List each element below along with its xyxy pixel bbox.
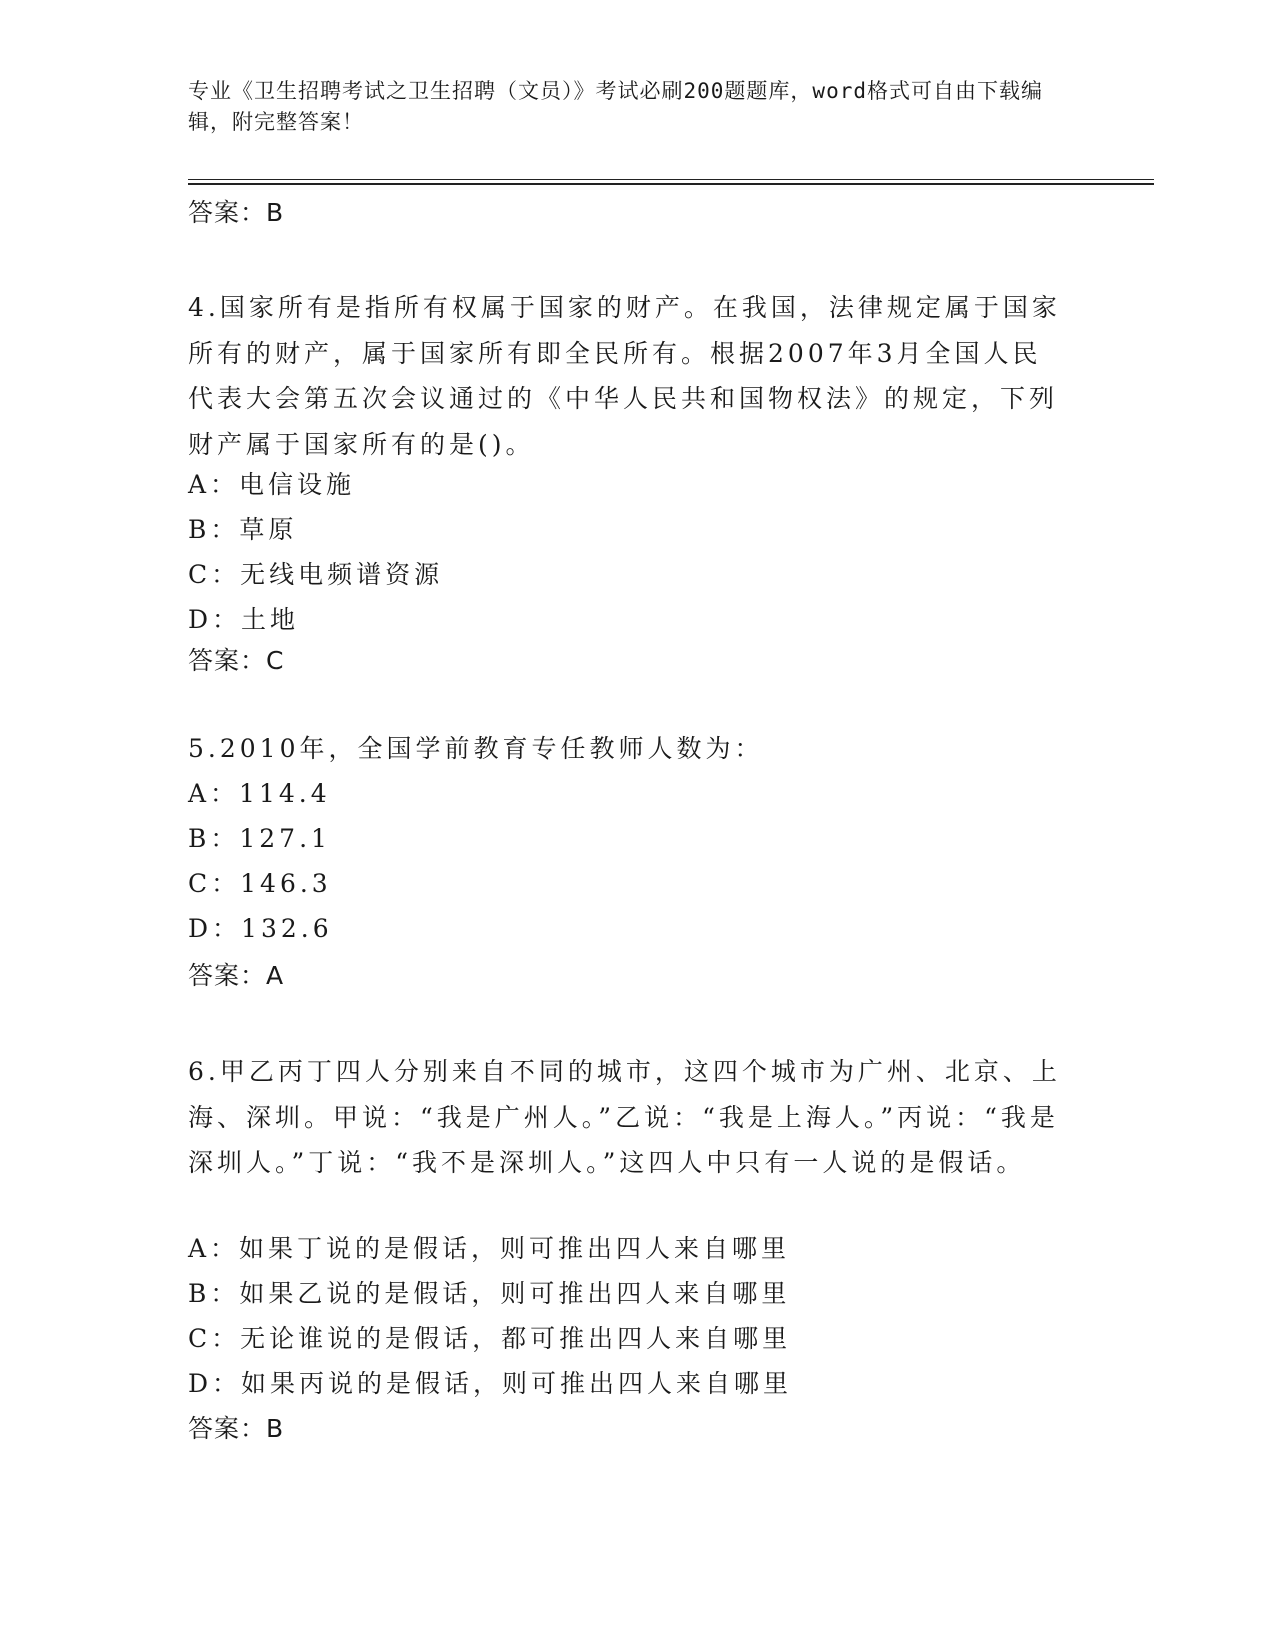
question-6-option-d: D：如果丙说的是假话，则可推出四人来自哪里 bbox=[188, 1369, 793, 1398]
question-4-answer: 答案：C bbox=[188, 646, 285, 675]
question-5-answer: 答案：A bbox=[188, 961, 285, 990]
question-6-option-b: B：如果乙说的是假话，则可推出四人来自哪里 bbox=[188, 1279, 791, 1308]
question-4-option-d: D：土地 bbox=[188, 605, 300, 634]
header-divider-thin bbox=[188, 179, 1154, 180]
question-5-option-d: D：132.6 bbox=[188, 914, 333, 943]
question-5-option-c: C：146.3 bbox=[188, 869, 332, 898]
question-5-option-a: A：114.4 bbox=[188, 779, 331, 808]
question-4-text: 4.国家所有是指所有权属于国家的财产。在我国，法律规定属于国家所有的财产，属于国家所有即全民所有。根据2007年3月全国人民代表大会第五次会议通过的《中华人民共和国物权法》的规定，下列财产属于国家所有的是()。 bbox=[188, 293, 1061, 459]
document-header: 专业《卫生招聘考试之卫生招聘（文员）》考试必刷200题题库，word格式可自由下载编辑，附完整答案！ bbox=[188, 79, 1043, 134]
question-4-option-b: B：草原 bbox=[188, 515, 298, 544]
question-6-option-c: C：无论谁说的是假话，都可推出四人来自哪里 bbox=[188, 1324, 792, 1353]
question-4-option-a: A：电信设施 bbox=[188, 470, 356, 499]
question-5-option-b: B：127.1 bbox=[188, 824, 331, 853]
answer-label: 答案：B bbox=[188, 198, 285, 227]
question-6-text: 6.甲乙丙丁四人分别来自不同的城市，这四个城市为广州、北京、上海、深圳。甲说：“我是广州人。”乙说：“我是上海人。”丙说：“我是深圳人。”丁说：“我不是深圳人。”这四人中只有一人说的是假话。 bbox=[188, 1057, 1061, 1177]
question-4-option-c: C：无线电频谱资源 bbox=[188, 560, 444, 589]
question-6-option-a: A：如果丁说的是假话，则可推出四人来自哪里 bbox=[188, 1234, 791, 1263]
question-5-text: 5.2010年，全国学前教育专任教师人数为： bbox=[188, 734, 764, 763]
header-divider-thick bbox=[188, 183, 1154, 185]
question-6-answer: 答案：B bbox=[188, 1414, 285, 1443]
